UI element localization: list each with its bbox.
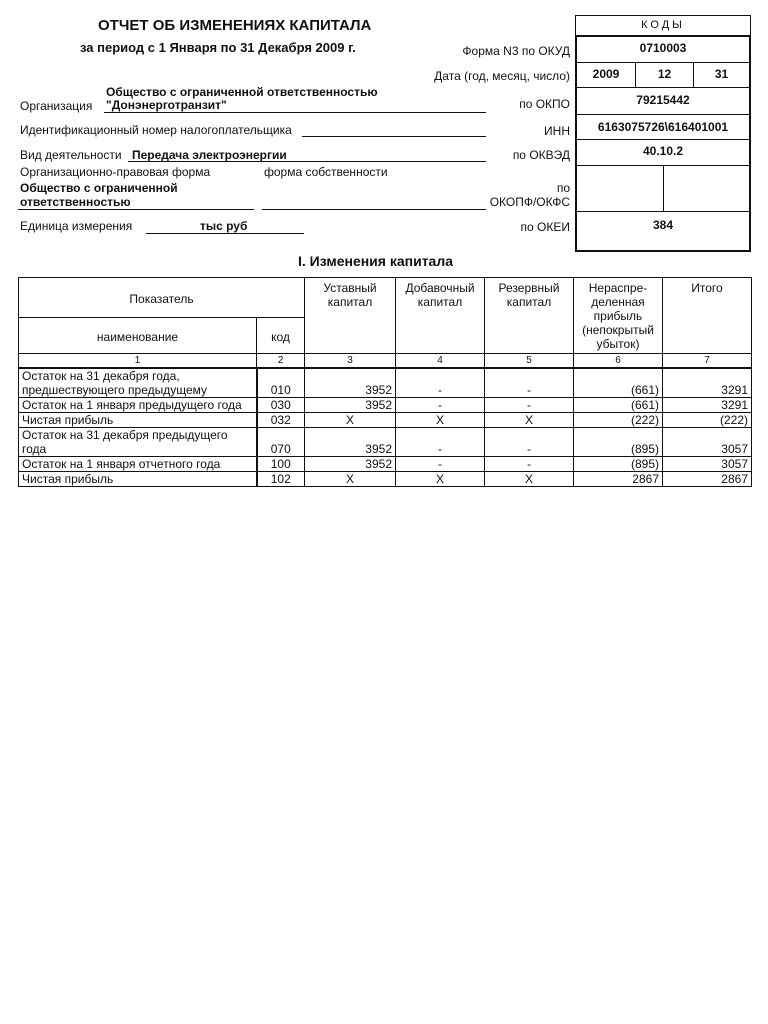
row-additional: - [396, 457, 485, 472]
codes-header: КОДЫ [575, 15, 751, 36]
row-retained: (895) [574, 457, 663, 472]
row-reserve: X [485, 472, 574, 487]
legal-form-label: Организационно-правовая форма [20, 165, 211, 179]
code-okud: 0710003 [639, 41, 687, 55]
row-code: 070 [257, 428, 305, 457]
row-name: Чистая прибыль [19, 413, 257, 428]
table-row [19, 398, 752, 413]
row-additional: - [396, 428, 485, 457]
activity-value: Передача электроэнергии [132, 148, 287, 162]
row-total: 3057 [663, 457, 752, 472]
label-okopf-line2: ОКОПФ/ОКФС [489, 195, 570, 209]
row-code: 010 [257, 368, 305, 398]
row-name: Остаток на 31 декабря года, предшествующего предыдущему [19, 368, 257, 398]
row-retained: (222) [574, 413, 663, 428]
row-additional: X [396, 413, 485, 428]
row-charter: 3952 [305, 457, 396, 472]
unit-underline [146, 233, 304, 234]
org-name-line1: Общество с ограниченной ответственностью [106, 85, 378, 99]
row-code: 102 [257, 472, 305, 487]
row-code: 032 [257, 413, 305, 428]
row-total: 3057 [663, 428, 752, 457]
row-reserve: - [485, 428, 574, 457]
table-row [19, 472, 752, 487]
code-year: 2009 [592, 67, 620, 81]
header-reserve-capital: Резервный капитал [485, 278, 574, 354]
row-name: Чистая прибыль [19, 472, 257, 487]
row-retained: 2867 [574, 472, 663, 487]
ownership-label: форма собственности [264, 165, 388, 179]
table-row [19, 428, 752, 457]
row-charter: X [305, 413, 396, 428]
legal-form-line2: ответственностью [20, 195, 131, 209]
header-retained-earnings: Нераспре- деленная прибыль (непокрытый убыток) [574, 278, 663, 354]
label-okpo: по ОКПО [519, 97, 570, 111]
report-title: ОТЧЕТ ОБ ИЗМЕНЕНИЯХ КАПИТАЛА [98, 17, 372, 34]
label-okud: Форма N3 по ОКУД [462, 44, 570, 58]
row-retained: (895) [574, 428, 663, 457]
section-title: I. Изменения капитала [298, 253, 454, 269]
unit-value: тыс руб [200, 219, 248, 233]
row-reserve: - [485, 398, 574, 413]
row-retained: (661) [574, 398, 663, 413]
row-total: 2867 [663, 472, 752, 487]
row-charter: 3952 [305, 368, 396, 398]
row-code: 100 [257, 457, 305, 472]
row-charter: 3952 [305, 428, 396, 457]
table-row [19, 413, 752, 428]
code-day: 31 [714, 67, 729, 81]
code-okei: 384 [652, 218, 674, 232]
header-additional-capital: Добавочный капитал [396, 278, 485, 354]
header-total: Итого [663, 278, 752, 354]
row-charter: 3952 [305, 398, 396, 413]
header-code: код [257, 318, 305, 354]
row-reserve: - [485, 368, 574, 398]
row-total: 3291 [663, 368, 752, 398]
label-date: Дата (год, месяц, число) [434, 69, 570, 83]
row-additional: - [396, 398, 485, 413]
row-reserve: - [485, 457, 574, 472]
code-inn: 6163075726\616401001 [597, 120, 729, 134]
legal-form-underline [18, 209, 254, 210]
code-okpo: 79215442 [636, 93, 690, 107]
row-charter: X [305, 472, 396, 487]
code-month: 12 [657, 67, 672, 81]
row-additional: - [396, 368, 485, 398]
activity-underline [128, 161, 486, 162]
taxpayer-id-label: Идентификационный номер налогоплательщика [20, 123, 292, 137]
row-name: Остаток на 1 января отчетного года [19, 457, 257, 472]
org-underline [104, 112, 486, 113]
label-okopf-line1: по [556, 181, 570, 195]
row-name: Остаток на 1 января предыдущего года [19, 398, 257, 413]
row-total: 3291 [663, 398, 752, 413]
taxpayer-id-underline [302, 136, 486, 137]
report-period: за период с 1 Января по 31 Декабря 2009 г. [80, 40, 356, 55]
row-total: (222) [663, 413, 752, 428]
row-retained: (661) [574, 368, 663, 398]
table-row [19, 457, 752, 472]
header-charter-capital: Уставный капитал [305, 278, 396, 354]
row-code: 030 [257, 398, 305, 413]
activity-label: Вид деятельности [20, 148, 122, 162]
capital-changes-table [18, 277, 752, 487]
legal-form-line1: Общество с ограниченной [20, 181, 178, 195]
label-inn: ИНН [544, 124, 570, 138]
header-name: наименование [19, 318, 257, 354]
row-reserve: X [485, 413, 574, 428]
table-row [19, 368, 752, 398]
org-name-line2: "Донэнерготранзит" [106, 98, 227, 112]
column-numbers-row: 1 2 3 4 5 6 7 [19, 354, 752, 369]
ownership-underline [262, 209, 486, 210]
code-okved: 40.10.2 [642, 144, 684, 158]
row-name: Остаток на 31 декабря предыдущего года [19, 428, 257, 457]
codes-block [575, 15, 751, 235]
row-additional: X [396, 472, 485, 487]
label-okved: по ОКВЭД [512, 148, 570, 162]
org-label: Организация [20, 99, 93, 113]
label-okei: по ОКЕИ [520, 220, 570, 234]
unit-label: Единица измерения [20, 219, 133, 233]
header-indicator: Показатель [19, 278, 305, 318]
